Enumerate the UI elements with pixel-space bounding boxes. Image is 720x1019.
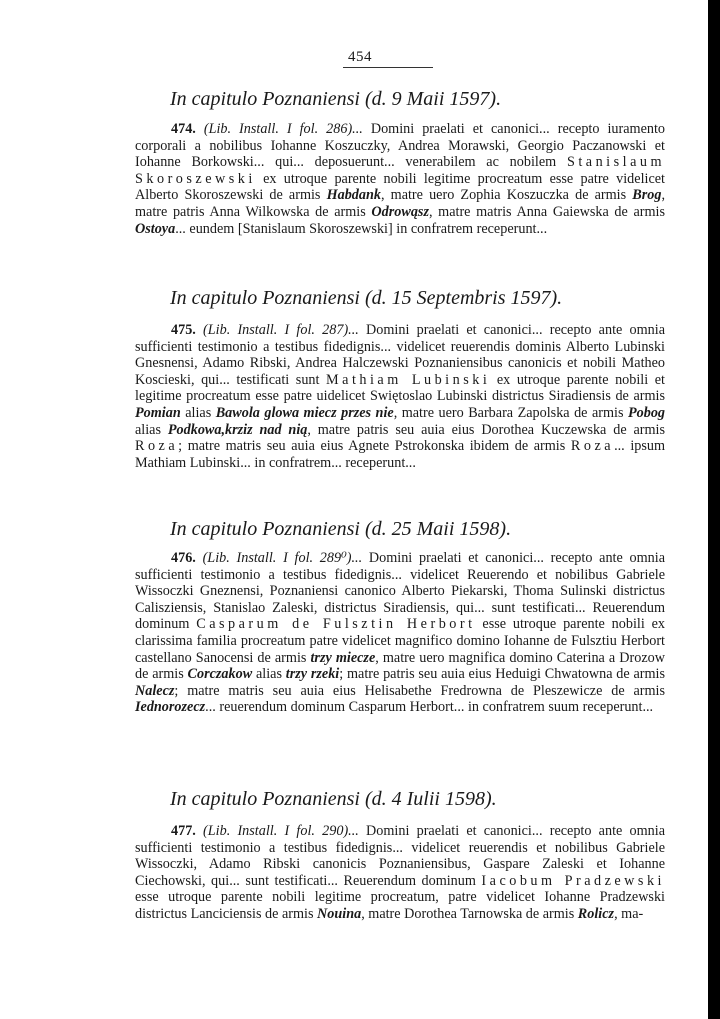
coat-of-arms: trzy miecze: [310, 649, 376, 666]
coat-of-arms: Rolicz: [577, 905, 615, 922]
chapter-heading: In capitulo Poznaniensi (d. 15 Septembris 1597).: [170, 287, 563, 309]
entry-paragraph: 477. (Lib. Install. I fol. 290)... Domini praelati et canonici... recepto ante omnia sufficienti testimonio a testibus fidedignis... videlicet reuerendis et nobilibus Gabriele Wissoczki, Adamo Ribski canonicis Poznaniensibus, Gaspare Zaleski et Iohanne Ciechowski, qui... sunt testificati... Reuerendum dominum Iacobum Pradzewski esse utroque parente nobili legitime procreatum, patre videlicet Iohanne Pradzewski districtus Lanciciensis de armis Nouina, matre Dorothea Tarnowska de armis Rolicz, ma-: [135, 823, 665, 922]
page-number: 454: [348, 49, 372, 65]
coat-of-arms: trzy rzeki: [285, 666, 340, 683]
coat-of-arms: Nouina: [317, 905, 362, 922]
entry-number: 476.: [171, 550, 196, 566]
chapter-heading: In capitulo Poznaniensi (d. 9 Maii 1597).: [170, 88, 502, 110]
coat-of-arms: Odrowąsz: [371, 203, 429, 220]
spaced-name: Roza: [135, 438, 179, 455]
source-reference: (Lib. Install. I fol. 290)...: [203, 823, 359, 839]
coat-of-arms: Pobog: [627, 404, 666, 421]
coat-of-arms: Podkowa,krziz nad nią: [167, 421, 308, 438]
entry-paragraph: 474. (Lib. Install. I fol. 286)... Domini praelati et canonici... recepto iuramento corporali a nobilibus Iohanne Koszuczky, Andrea Morawski, Georgio Paczanowski et Iohanne Borkowski... qui... deposuerunt... venerabilem ac nobilem Stanislaum Skoroszewski ex utroque parente nobili legitime procreatum esse patre videlicet Alberto Skoroszewski de armis Habdank, matre uero Zophia Koszuczka de armis Brog, matre patris Anna Wilkowska de armis Odrowąsz, matre matris Anna Gaiewska de armis Ostoya... eundem [Stanislaum Skoroszewski] in confratrem receperunt...: [135, 121, 666, 237]
source-reference: (Lib. Install. I fol. 287)...: [203, 322, 359, 338]
entry-number: 475.: [171, 322, 196, 338]
spaced-name: Casparum de Fulsztin Herbort: [196, 616, 476, 633]
coat-of-arms: Bawola glowa miecz przes nie: [215, 404, 394, 421]
scan-edge-bar: [708, 0, 720, 1019]
coat-of-arms: Corczakow: [187, 666, 253, 683]
spaced-name: Mathiam Lubinski: [326, 371, 491, 388]
coat-of-arms: Pomian: [135, 404, 181, 421]
entry-number: 474.: [171, 121, 196, 137]
coat-of-arms: Habdank: [326, 187, 381, 204]
coat-of-arms: Iednorozecz: [135, 699, 206, 716]
spaced-name: Iacobum Pradzewski: [481, 872, 665, 889]
entry-number: 477.: [171, 823, 196, 839]
spaced-name: Roza: [570, 438, 615, 455]
chapter-heading: In capitulo Poznaniensi (d. 4 Iulii 1598).: [170, 788, 497, 810]
spaced-name: Stanislaum Skoroszewski: [135, 154, 665, 187]
page-number-rule: [343, 67, 433, 68]
coat-of-arms: Brog: [632, 187, 662, 204]
source-reference: (Lib. Install. I fol. 289⁰)...: [202, 550, 363, 566]
source-reference: (Lib. Install. I fol. 286)...: [203, 121, 363, 137]
entry-paragraph: 476. (Lib. Install. I fol. 289⁰)... Domini praelati et canonici... recepto ante omnia sufficienti testimonio a testibus fidedignis... videlicet Reuerendo et nobilibus Gabriele Wissoczki Gneznensi, Poznaniensi canonico Alberto Piekarski, Thoma Sulinski districtus Calisziensis, Stanislao Zaleski, districtus Siradiensis, qui... sunt testificati... Reuerendum dominum Casparum de Fulsztin Herbort esse utroque parente nobili ex clarissima familia procreatum patre videlicet magnifico domino Iohanne de Fulsztiu Herbort castellano Sanocensi de armis trzy miecze, matre uero magnifica domino Caterina a Drozow de armis Corczakow alias trzy rzeki; matre patris seu auia eius Heduigi Chwatowna de armis Nalecz; matre matris seu auia eius Helisabethe Fredrowna de Pleszewicze de armis Iednorozecz... reuerendum dominum Casparum Herbort... in confratrem suum receperunt...: [135, 550, 666, 716]
coat-of-arms: Nalecz: [135, 682, 175, 699]
chapter-heading: In capitulo Poznaniensi (d. 25 Maii 1598).: [170, 518, 512, 540]
coat-of-arms: Ostoya: [135, 220, 176, 237]
entry-paragraph: 475. (Lib. Install. I fol. 287)... Domini praelati et canonici... recepto ante omnia sufficienti testimonio a testibus fidedignis... videlicet reuerendis dominis Alberto Lubinski Gnesnensi, Adamo Ribski, Andrea Halczewski Poznaniensibus canonicis et nobili Matheo Koscieski, qui... testificati sunt Mathiam Lubinski ex utroque parente nobili et legitime procreatum esse patre uidelicet Swiętoslao Lubinski districtus Siradiensis de armis Pomian alias Bawola glowa miecz przes nie, matre uero Barbara Zapolska de armis Pobog alias Podkowa,krziz nad nią, matre patris seu auia eius Dorothea Kuczewska de armis Roza; matre matris seu auia eius Agnete Pstrokonska ibidem de armis Roza... ipsum Mathiam Lubinski... in confratrem... receperunt...: [135, 322, 666, 471]
